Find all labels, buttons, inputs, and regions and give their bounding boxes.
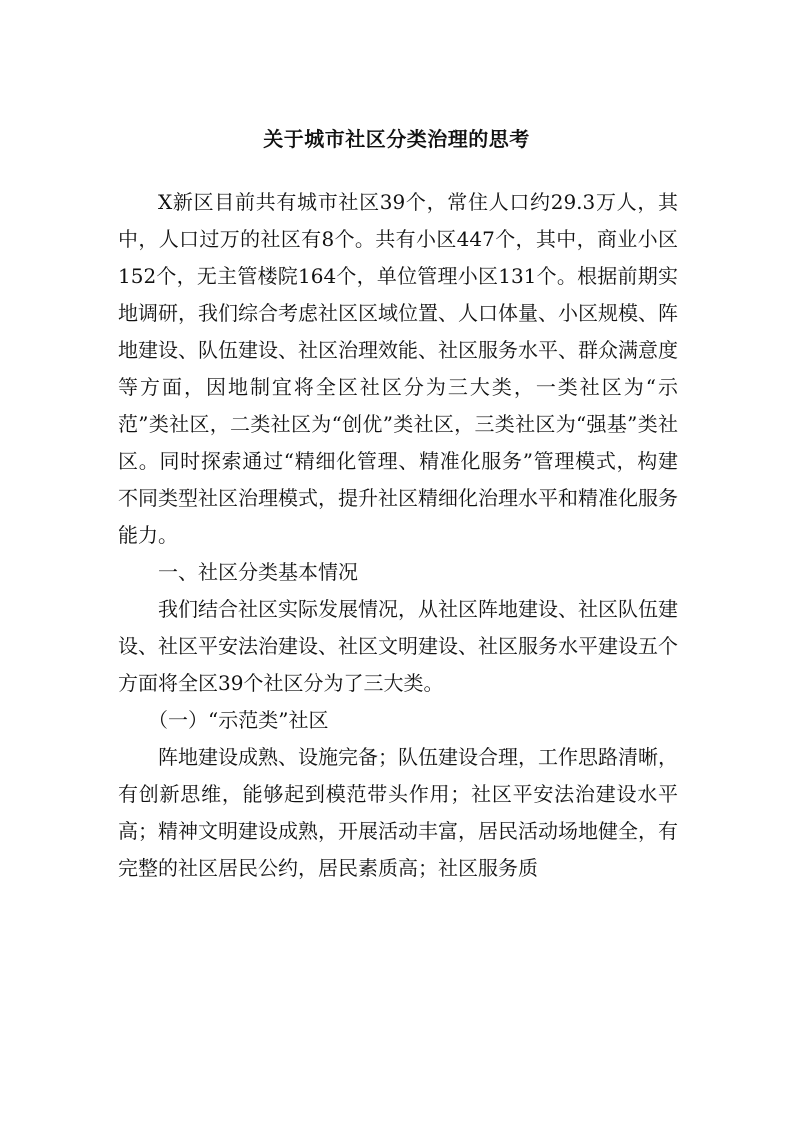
document-body (118, 184, 678, 887)
section-paragraph: 我们结合社区实际发展情况，从社区阵地建设、社区队伍建设、社区平安法治建设、社区文明建设、社区服务水平建设五个方面将全区39个社区分为了三大类。 (118, 597, 678, 695)
document-title: 关于城市社区分类治理的思考 (263, 127, 530, 151)
subsection-paragraph: 阵地建设成熟、设施完备；队伍建设合理，工作思路清晰，有创新思维，能够起到模范带头作用；社区平安法治建设水平高；精神文明建设成熟，开展活动丰富，居民活动场地健全，有完整的社区居民公约，居民素质高；社区服务质 (118, 745, 678, 880)
section-heading: 一、社区分类基本情况 (158, 560, 358, 584)
intro-paragraph: X新区目前共有城市社区39个，常住人口约29.3万人，其中，人口过万的社区有8个。共有小区447个，其中，商业小区152个，无主管楼院164个，单位管理小区131个。根据前期实地调研，我们综合考虑社区区域位置、人口体量、小区规模、阵地建设、队伍建设、社区治理效能、社区服务水平、群众满意度等方面，因地制宜将全区社区分为三大类，一类社区为“示范”类社区，二类社区为“创优”类社区，三类社区为“强基”类社区。同时探索通过“精细化管理、精准化服务”管理模式，构建不同类型社区治理模式，提升社区精细化治理水平和精准化服务能力。 (118, 190, 678, 547)
subsection-heading: （一）“示范类”社区 (148, 708, 329, 732)
